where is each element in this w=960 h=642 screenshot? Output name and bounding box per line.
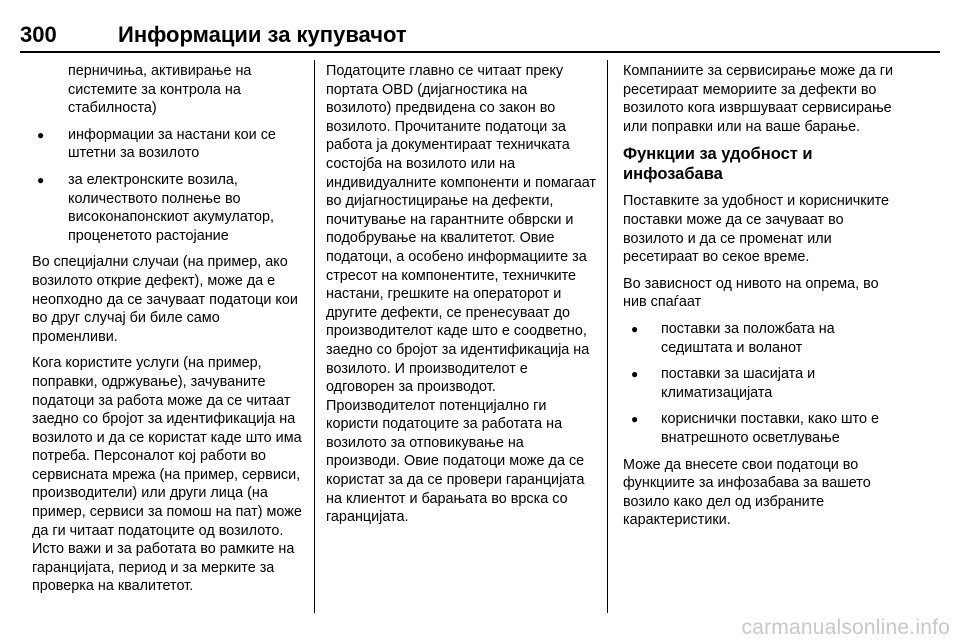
column-divider	[607, 60, 608, 613]
paragraph: Поставките за удобност и корисничките поставки може да се зачуваат во возилото и да се променат или ресетираат во секое време.	[623, 193, 890, 266]
paragraph: Кога користите услуги (на пример, поправки, одржување), зачуваните податоци за работа може да се читаат заедно со бројот за идентификација на возилото и да се користат каде што има потреба. Персоналот кој работи во сервисната мрежа (на пример, сервиси, производители) или други лица (на пример, сервиси за помош на пат) може да ги читаат податоците од возилото. Исто важи и за работата во рамките на гаранцијата, период и за мерките за проверка на квалитетот.	[32, 355, 302, 595]
column-left	[32, 62, 302, 604]
bullet-list	[32, 126, 302, 246]
watermark: carmanualsonline.info	[741, 616, 950, 639]
bullet-continuation: перничиња, активирање на системите за контрола на стабилноста)	[68, 63, 252, 117]
paragraph: Податоците главно се читаат преку портата OBD (дијагностика на возилото) предвидена со закон во возилото. Прочитаните податоци за работа ја документираат техничката состојба на возилото или на индивидуалните компоненти и помагаат во дијагностицирање на дефекти, почитување на гарантните обврски и подобрување на квалитетот. Овие податоци, а особено информациите за стресот на компонентите, техничките настани, грешките на операторот и другите дефекти, се пренесуваат до производителот каде што е соодветно, заедно со бројот за идентификација на возилото. И производителот е одговорен за производот. Производителот потенцијално ги користи податоците за работата на возилото за отповикување на производи. Овие податоци може да се користат за да се провери гаранцијата на клиентот и барањата во врска со гаранцијата.	[326, 63, 596, 526]
paragraph: Може да внесете свои податоци во функциите за инфозабава за вашето возило како дел од избраните карактеристики.	[623, 456, 871, 529]
header-rule	[20, 51, 940, 53]
page-title: Информации за купувачот	[118, 22, 407, 47]
paragraph: Во специјални случаи (на пример, ако возилото открие дефект), може да е неопходно да се зачуваат податоци кои во друг случај би биле само променливи.	[32, 254, 298, 345]
column-divider	[314, 60, 315, 613]
section-heading: Функции за удобност и инфозабава	[623, 145, 813, 184]
paragraph: Во зависност од нивото на опрема, во нив спаѓаат	[623, 275, 879, 311]
bullet-list	[623, 320, 895, 448]
paragraph: Компаниите за сервисирање може да ги ресетираат мемориите за дефекти во возилото кога извршуваат сервисирање или поправки или на ваше барање.	[623, 63, 893, 135]
list-item: ● информации за настани кои се штетни за возилото	[32, 126, 302, 163]
list-item: ● поставки за положбата на седиштата и воланот	[631, 320, 895, 357]
column-middle	[326, 62, 596, 535]
list-item: ● кориснички поставки, како што е внатрешното осветлување	[631, 410, 895, 447]
list-item: ● поставки за шасијата и климатизацијата	[631, 365, 895, 402]
page-number: 300	[20, 22, 57, 47]
page-header	[20, 20, 940, 54]
column-right	[623, 62, 895, 538]
list-item: ● за електронските возила, количеството полнење во високонапонскиот акумулатор, проценетото растојание	[32, 171, 302, 245]
